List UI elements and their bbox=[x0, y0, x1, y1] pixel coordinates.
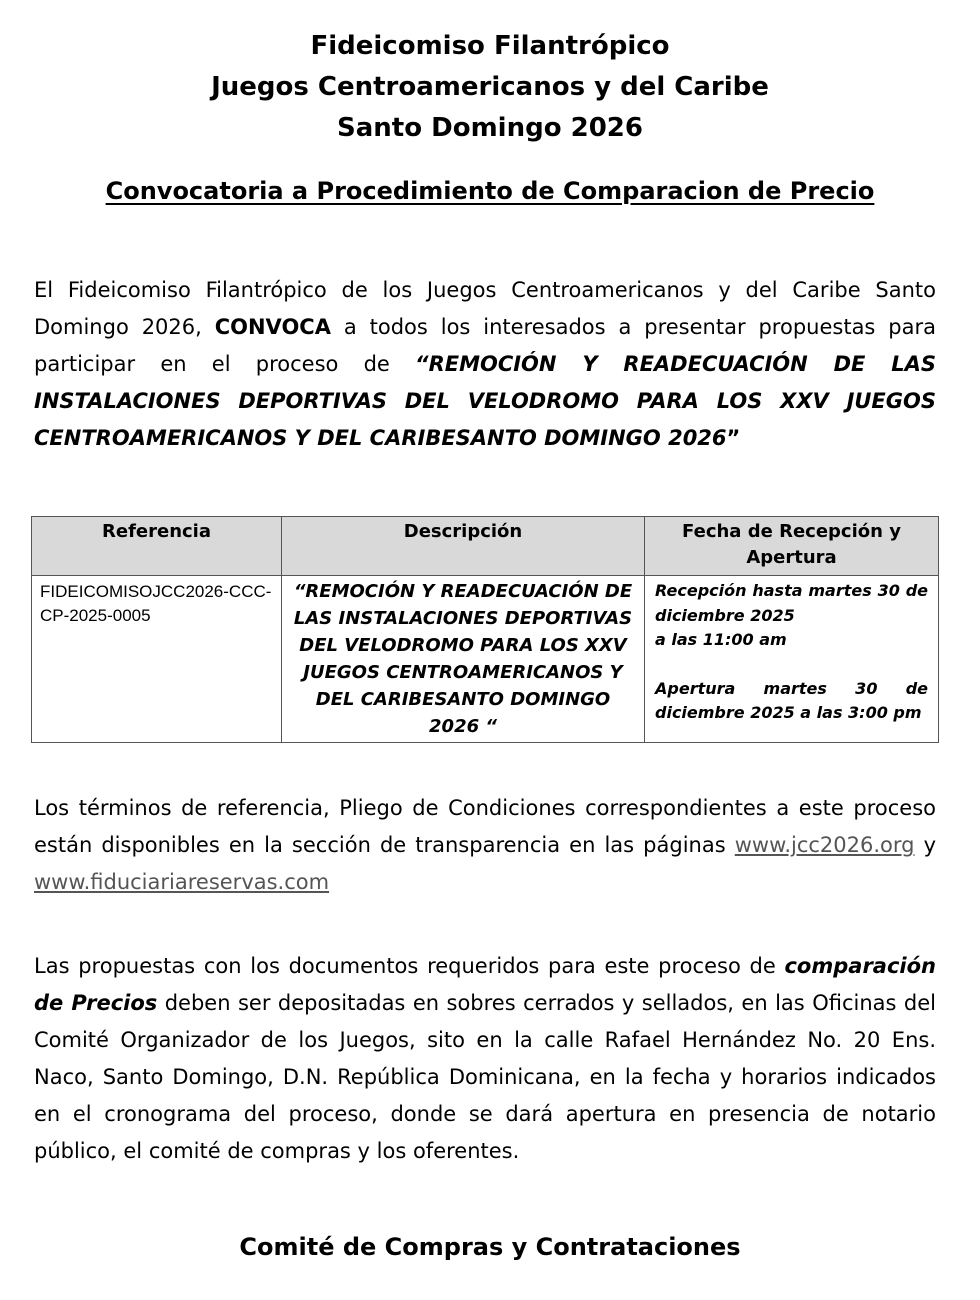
deposit-paragraph bbox=[34, 948, 936, 1170]
document-title bbox=[0, 26, 980, 149]
process-close-quote: ” bbox=[726, 426, 741, 450]
table-row bbox=[32, 576, 939, 743]
title-line-1: Fideicomiso Filantrópico bbox=[310, 31, 670, 61]
convoca-keyword: CONVOCA bbox=[214, 315, 331, 339]
title-line-3: Santo Domingo 2026 bbox=[337, 113, 643, 143]
intro-paragraph bbox=[34, 272, 936, 457]
terms-paragraph bbox=[34, 790, 936, 901]
terms-text: Los términos de referencia, Pliego de Condiciones correspondientes a este proceso están disponibles en la sección de transparencia en las páginas bbox=[34, 796, 936, 857]
fecha-recepcion-hora: a las 11:00 am bbox=[655, 630, 787, 649]
subtitle-text: Convocatoria a Procedimiento de Comparacion de Precio bbox=[105, 177, 875, 205]
cell-fecha bbox=[645, 576, 939, 743]
intro-text-1: El Fideicomiso Filantrópico de los Juegos Centroamericanos y del Caribe Santo Domingo 2026, bbox=[34, 278, 936, 339]
deposit-emphasis: comparación de Precios bbox=[34, 954, 936, 1015]
deposit-text-2: deben ser depositadas en sobres cerrados y sellados, en las Oficinas del Comité Organizador de los Juegos, sito en la calle Rafael Hernández No. 20 Ens. Naco, Santo Domingo, D.N. República Dominicana, en la fecha y horarios indicados en el cronograma del proceso, donde se dará apertura en presencia de notario público, el comité de compras y los oferentes. bbox=[34, 991, 936, 1163]
intro-text-2: a todos los interesados a presentar propuestas para participar en el proceso de bbox=[34, 315, 936, 376]
header-descripcion: Descripción bbox=[282, 517, 645, 576]
title-line-2: Juegos Centroamericanos y del Caribe bbox=[211, 72, 769, 102]
cell-descripcion: “REMOCIÓN Y READECUACIÓN DE LAS INSTALACIONES DEPORTIVAS DEL VELODROMO PARA LOS XXV JUEGOS CENTROAMERICANOS Y DEL CARIBESANTO DOMINGO 2026 “ bbox=[282, 576, 645, 743]
table-header-row bbox=[32, 517, 939, 576]
fecha-recepcion: Recepción hasta martes 30 de diciembre 2025 bbox=[655, 581, 928, 625]
fecha-spacer bbox=[655, 653, 928, 677]
committee-signature: Comité de Compras y Contrataciones bbox=[239, 1233, 741, 1261]
header-fecha: Fecha de Recepción y Apertura bbox=[645, 517, 939, 576]
link-fiduciariareservas[interactable]: www.fiduciariareservas.com bbox=[34, 870, 330, 894]
header-referencia: Referencia bbox=[32, 517, 282, 576]
fecha-apertura: Apertura martes 30 de diciembre 2025 a las 3:00 pm bbox=[655, 678, 928, 722]
deposit-text-1: Las propuestas con los documentos requeridos para este proceso de bbox=[34, 954, 785, 978]
terms-conjunction: y bbox=[914, 833, 936, 857]
link-jcc2026[interactable]: www.jcc2026.org bbox=[734, 833, 915, 857]
process-name: “REMOCIÓN Y READECUACIÓN DE LAS INSTALACIONES DEPORTIVAS DEL VELODROMO PARA LOS XXV JUEGOS CENTROAMERICANOS Y DEL CARIBESANTO DOMINGO 2026 bbox=[34, 352, 936, 450]
cell-referencia: FIDEICOMISOJCC2026-CCC-CP-2025-0005 bbox=[32, 576, 282, 743]
reference-table bbox=[31, 516, 939, 743]
document-subtitle bbox=[0, 174, 980, 208]
